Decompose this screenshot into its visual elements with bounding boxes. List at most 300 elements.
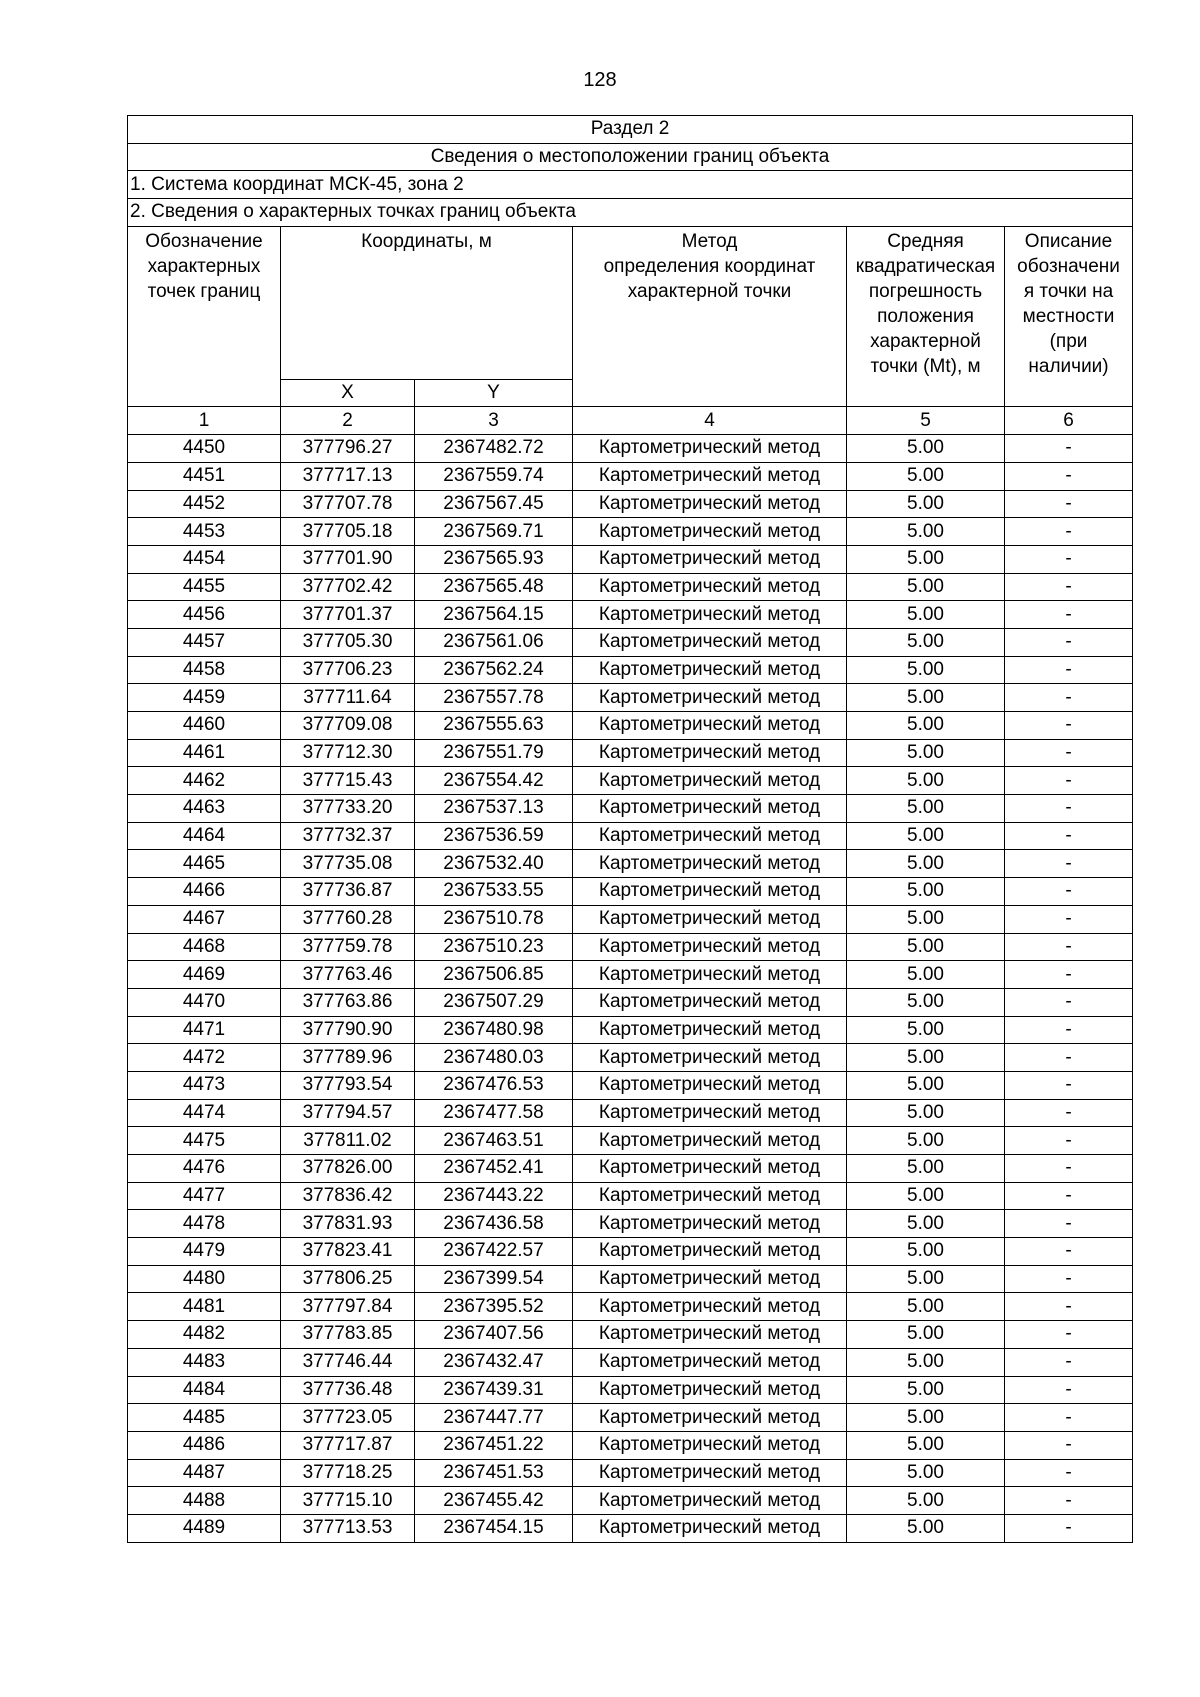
method-cell: Картометрический метод (573, 1514, 847, 1542)
error-cell: 5.00 (847, 1071, 1005, 1099)
description-cell: - (1005, 988, 1133, 1016)
table-row (128, 1210, 1133, 1238)
point-id-cell: 4468 (128, 933, 281, 961)
error-cell: 5.00 (847, 490, 1005, 518)
y-coordinate-cell: 2367537.13 (415, 795, 573, 823)
description-cell: - (1005, 850, 1133, 878)
description-cell: - (1005, 1293, 1133, 1321)
method-cell: Картометрический метод (573, 712, 847, 740)
y-coordinate-cell: 2367561.06 (415, 628, 573, 656)
y-coordinate-cell: 2367564.15 (415, 601, 573, 629)
error-cell: 5.00 (847, 961, 1005, 989)
x-coordinate-cell: 377760.28 (281, 905, 415, 933)
x-coordinate-cell: 377717.87 (281, 1431, 415, 1459)
y-coordinate-cell: 2367559.74 (415, 462, 573, 490)
table-row (128, 1238, 1133, 1266)
point-id-cell: 4486 (128, 1431, 281, 1459)
y-coordinate-cell: 2367451.53 (415, 1459, 573, 1487)
boundary-points-table (127, 115, 1133, 1543)
y-coordinate-cell: 2367536.59 (415, 822, 573, 850)
description-cell: - (1005, 961, 1133, 989)
y-coordinate-cell: 2367452.41 (415, 1155, 573, 1183)
x-coordinate-cell: 377789.96 (281, 1044, 415, 1072)
point-id-cell: 4478 (128, 1210, 281, 1238)
error-cell: 5.00 (847, 1487, 1005, 1515)
x-coordinate-cell: 377713.53 (281, 1514, 415, 1542)
y-coordinate-cell: 2367399.54 (415, 1265, 573, 1293)
error-cell: 5.00 (847, 767, 1005, 795)
method-cell: Картометрический метод (573, 1265, 847, 1293)
error-cell: 5.00 (847, 850, 1005, 878)
table-row (128, 1514, 1133, 1542)
table-row (128, 545, 1133, 573)
y-coordinate-cell: 2367551.79 (415, 739, 573, 767)
table-row (128, 518, 1133, 546)
table-row (128, 1016, 1133, 1044)
description-cell: - (1005, 1182, 1133, 1210)
method-cell: Картометрический метод (573, 1182, 847, 1210)
point-id-cell: 4472 (128, 1044, 281, 1072)
error-cell: 5.00 (847, 601, 1005, 629)
method-cell: Картометрический метод (573, 795, 847, 823)
method-cell: Картометрический метод (573, 1099, 847, 1127)
y-coordinate-cell: 2367506.85 (415, 961, 573, 989)
description-cell: - (1005, 573, 1133, 601)
description-cell: - (1005, 1321, 1133, 1349)
y-coordinate-cell: 2367480.98 (415, 1016, 573, 1044)
description-cell: - (1005, 1044, 1133, 1072)
x-coordinate-cell: 377715.10 (281, 1487, 415, 1515)
method-cell: Картометрический метод (573, 1238, 847, 1266)
coord-system-line: 1. Система координат МСК-45, зона 2 (128, 171, 1133, 199)
page-number: 128 (583, 69, 617, 91)
x-coordinate-cell: 377717.13 (281, 462, 415, 490)
error-cell: 5.00 (847, 1293, 1005, 1321)
method-cell: Картометрический метод (573, 822, 847, 850)
description-cell: - (1005, 822, 1133, 850)
error-cell: 5.00 (847, 1099, 1005, 1127)
y-coordinate-cell: 2367447.77 (415, 1404, 573, 1432)
table-row (128, 767, 1133, 795)
method-cell: Картометрический метод (573, 628, 847, 656)
point-id-cell: 4462 (128, 767, 281, 795)
error-cell: 5.00 (847, 1376, 1005, 1404)
table-row (128, 1044, 1133, 1072)
method-cell: Картометрический метод (573, 1404, 847, 1432)
point-id-cell: 4479 (128, 1238, 281, 1266)
method-cell: Картометрический метод (573, 739, 847, 767)
point-id-cell: 4482 (128, 1321, 281, 1349)
y-coordinate-cell: 2367565.93 (415, 545, 573, 573)
table-row (128, 850, 1133, 878)
table-row (128, 462, 1133, 490)
x-coordinate-cell: 377806.25 (281, 1265, 415, 1293)
x-coordinate-cell: 377701.37 (281, 601, 415, 629)
description-cell: - (1005, 1210, 1133, 1238)
error-cell: 5.00 (847, 1044, 1005, 1072)
description-cell: - (1005, 1016, 1133, 1044)
table-row (128, 1487, 1133, 1515)
table-row (128, 1155, 1133, 1183)
description-cell: - (1005, 1127, 1133, 1155)
error-cell: 5.00 (847, 518, 1005, 546)
header-error: Средняя квадратическая погрешность положения характерной точки (Mt), м (847, 226, 1005, 407)
point-id-cell: 4487 (128, 1459, 281, 1487)
error-cell: 5.00 (847, 1238, 1005, 1266)
error-cell: 5.00 (847, 573, 1005, 601)
error-cell: 5.00 (847, 1182, 1005, 1210)
description-cell: - (1005, 767, 1133, 795)
y-coordinate-cell: 2367477.58 (415, 1099, 573, 1127)
x-coordinate-cell: 377790.90 (281, 1016, 415, 1044)
table-row (128, 905, 1133, 933)
point-id-cell: 4471 (128, 1016, 281, 1044)
method-cell: Картометрический метод (573, 545, 847, 573)
method-cell: Картометрический метод (573, 684, 847, 712)
error-cell: 5.00 (847, 822, 1005, 850)
description-cell: - (1005, 1487, 1133, 1515)
error-cell: 5.00 (847, 878, 1005, 906)
method-cell: Картометрический метод (573, 490, 847, 518)
table-row (128, 933, 1133, 961)
table-row (128, 712, 1133, 740)
table-row (128, 1099, 1133, 1127)
x-coordinate-cell: 377836.42 (281, 1182, 415, 1210)
x-coordinate-cell: 377823.41 (281, 1238, 415, 1266)
table-subtitle: Сведения о местоположении границ объекта (128, 143, 1133, 171)
table-row (128, 1459, 1133, 1487)
table-row (128, 878, 1133, 906)
error-cell: 5.00 (847, 1459, 1005, 1487)
point-id-cell: 4476 (128, 1155, 281, 1183)
point-id-cell: 4461 (128, 739, 281, 767)
method-cell: Картометрический метод (573, 1293, 847, 1321)
error-cell: 5.00 (847, 933, 1005, 961)
table-row (128, 490, 1133, 518)
column-number: 2 (281, 407, 415, 435)
y-coordinate-cell: 2367554.42 (415, 767, 573, 795)
x-coordinate-cell: 377701.90 (281, 545, 415, 573)
y-coordinate-cell: 2367455.42 (415, 1487, 573, 1515)
error-cell: 5.00 (847, 545, 1005, 573)
table-row (128, 684, 1133, 712)
x-coordinate-cell: 377705.30 (281, 628, 415, 656)
x-coordinate-cell: 377736.87 (281, 878, 415, 906)
description-cell: - (1005, 435, 1133, 463)
y-coordinate-cell: 2367422.57 (415, 1238, 573, 1266)
point-id-cell: 4459 (128, 684, 281, 712)
point-id-cell: 4453 (128, 518, 281, 546)
x-coordinate-cell: 377705.18 (281, 518, 415, 546)
x-coordinate-cell: 377796.27 (281, 435, 415, 463)
table-row (128, 1071, 1133, 1099)
description-cell: - (1005, 1404, 1133, 1432)
y-coordinate-cell: 2367565.48 (415, 573, 573, 601)
x-coordinate-cell: 377706.23 (281, 656, 415, 684)
table-row (128, 628, 1133, 656)
method-cell: Картометрический метод (573, 1376, 847, 1404)
table-row (128, 1376, 1133, 1404)
x-coordinate-cell: 377763.46 (281, 961, 415, 989)
error-cell: 5.00 (847, 1210, 1005, 1238)
y-coordinate-cell: 2367557.78 (415, 684, 573, 712)
x-coordinate-cell: 377733.20 (281, 795, 415, 823)
column-number: 3 (415, 407, 573, 435)
table-row (128, 961, 1133, 989)
y-coordinate-cell: 2367454.15 (415, 1514, 573, 1542)
error-cell: 5.00 (847, 795, 1005, 823)
x-coordinate-cell: 377746.44 (281, 1348, 415, 1376)
point-id-cell: 4457 (128, 628, 281, 656)
table-row (128, 739, 1133, 767)
point-id-cell: 4473 (128, 1071, 281, 1099)
table-row (128, 435, 1133, 463)
error-cell: 5.00 (847, 1431, 1005, 1459)
y-coordinate-cell: 2367510.23 (415, 933, 573, 961)
method-cell: Картометрический метод (573, 656, 847, 684)
method-cell: Картометрический метод (573, 988, 847, 1016)
y-coordinate-cell: 2367476.53 (415, 1071, 573, 1099)
point-id-cell: 4484 (128, 1376, 281, 1404)
column-numbers-row (128, 407, 1133, 435)
y-coordinate-cell: 2367482.72 (415, 435, 573, 463)
error-cell: 5.00 (847, 1321, 1005, 1349)
y-coordinate-cell: 2367436.58 (415, 1210, 573, 1238)
point-id-cell: 4466 (128, 878, 281, 906)
y-coordinate-cell: 2367569.71 (415, 518, 573, 546)
method-cell: Картометрический метод (573, 1348, 847, 1376)
x-coordinate-cell: 377794.57 (281, 1099, 415, 1127)
table-row (128, 822, 1133, 850)
table-row (128, 1127, 1133, 1155)
point-id-cell: 4467 (128, 905, 281, 933)
method-cell: Картометрический метод (573, 601, 847, 629)
point-id-cell: 4469 (128, 961, 281, 989)
method-cell: Картометрический метод (573, 518, 847, 546)
table-row (128, 988, 1133, 1016)
table-row (128, 573, 1133, 601)
description-cell: - (1005, 1459, 1133, 1487)
table-row (128, 1431, 1133, 1459)
method-cell: Картометрический метод (573, 1071, 847, 1099)
point-id-cell: 4470 (128, 988, 281, 1016)
error-cell: 5.00 (847, 1514, 1005, 1542)
description-cell: - (1005, 905, 1133, 933)
error-cell: 5.00 (847, 905, 1005, 933)
table-row (128, 795, 1133, 823)
point-id-cell: 4456 (128, 601, 281, 629)
table-row (128, 1293, 1133, 1321)
method-cell: Картометрический метод (573, 1459, 847, 1487)
y-coordinate-cell: 2367562.24 (415, 656, 573, 684)
method-cell: Картометрический метод (573, 1155, 847, 1183)
point-id-cell: 4481 (128, 1293, 281, 1321)
method-cell: Картометрический метод (573, 905, 847, 933)
point-id-cell: 4464 (128, 822, 281, 850)
header-coordinates: Координаты, м (281, 226, 573, 379)
description-cell: - (1005, 933, 1133, 961)
section-title: Раздел 2 (128, 116, 1133, 144)
point-id-cell: 4489 (128, 1514, 281, 1542)
column-number: 5 (847, 407, 1005, 435)
method-cell: Картометрический метод (573, 1431, 847, 1459)
error-cell: 5.00 (847, 988, 1005, 1016)
description-cell: - (1005, 1238, 1133, 1266)
x-coordinate-cell: 377718.25 (281, 1459, 415, 1487)
point-id-cell: 4450 (128, 435, 281, 463)
method-cell: Картометрический метод (573, 462, 847, 490)
method-cell: Картометрический метод (573, 1127, 847, 1155)
y-coordinate-cell: 2367395.52 (415, 1293, 573, 1321)
y-coordinate-cell: 2367407.56 (415, 1321, 573, 1349)
error-cell: 5.00 (847, 1016, 1005, 1044)
description-cell: - (1005, 1099, 1133, 1127)
description-cell: - (1005, 878, 1133, 906)
x-coordinate-cell: 377736.48 (281, 1376, 415, 1404)
point-id-cell: 4474 (128, 1099, 281, 1127)
x-coordinate-cell: 377759.78 (281, 933, 415, 961)
point-id-cell: 4465 (128, 850, 281, 878)
point-id-cell: 4452 (128, 490, 281, 518)
method-cell: Картометрический метод (573, 1016, 847, 1044)
description-cell: - (1005, 1071, 1133, 1099)
method-cell: Картометрический метод (573, 961, 847, 989)
x-coordinate-cell: 377715.43 (281, 767, 415, 795)
description-cell: - (1005, 545, 1133, 573)
method-cell: Картометрический метод (573, 767, 847, 795)
x-coordinate-cell: 377763.86 (281, 988, 415, 1016)
point-id-cell: 4463 (128, 795, 281, 823)
y-coordinate-cell: 2367443.22 (415, 1182, 573, 1210)
error-cell: 5.00 (847, 1127, 1005, 1155)
column-number: 4 (573, 407, 847, 435)
error-cell: 5.00 (847, 684, 1005, 712)
table-row (128, 1182, 1133, 1210)
description-cell: - (1005, 1348, 1133, 1376)
method-cell: Картометрический метод (573, 1210, 847, 1238)
x-coordinate-cell: 377732.37 (281, 822, 415, 850)
error-cell: 5.00 (847, 1265, 1005, 1293)
error-cell: 5.00 (847, 628, 1005, 656)
description-cell: - (1005, 1514, 1133, 1542)
description-cell: - (1005, 518, 1133, 546)
method-cell: Картометрический метод (573, 1044, 847, 1072)
x-coordinate-cell: 377831.93 (281, 1210, 415, 1238)
method-cell: Картометрический метод (573, 1321, 847, 1349)
description-cell: - (1005, 1376, 1133, 1404)
table-row (128, 1321, 1133, 1349)
x-coordinate-cell: 377723.05 (281, 1404, 415, 1432)
description-cell: - (1005, 1265, 1133, 1293)
column-number: 6 (1005, 407, 1133, 435)
method-cell: Картометрический метод (573, 933, 847, 961)
table-row (128, 1348, 1133, 1376)
method-cell: Картометрический метод (573, 1487, 847, 1515)
x-coordinate-cell: 377735.08 (281, 850, 415, 878)
table-row (128, 601, 1133, 629)
x-coordinate-cell: 377811.02 (281, 1127, 415, 1155)
header-method: Метод определения координат характерной точки (573, 226, 847, 407)
error-cell: 5.00 (847, 1404, 1005, 1432)
method-cell: Картометрический метод (573, 850, 847, 878)
header-designation: Обозначение характерных точек границ (128, 226, 281, 407)
y-coordinate-cell: 2367507.29 (415, 988, 573, 1016)
x-coordinate-cell: 377783.85 (281, 1321, 415, 1349)
error-cell: 5.00 (847, 435, 1005, 463)
point-id-cell: 4477 (128, 1182, 281, 1210)
description-cell: - (1005, 739, 1133, 767)
point-id-cell: 4460 (128, 712, 281, 740)
description-cell: - (1005, 490, 1133, 518)
x-coordinate-cell: 377712.30 (281, 739, 415, 767)
method-cell: Картометрический метод (573, 435, 847, 463)
header-x: X (281, 379, 415, 407)
y-coordinate-cell: 2367463.51 (415, 1127, 573, 1155)
description-cell: - (1005, 712, 1133, 740)
error-cell: 5.00 (847, 712, 1005, 740)
point-id-cell: 4475 (128, 1127, 281, 1155)
description-cell: - (1005, 684, 1133, 712)
x-coordinate-cell: 377707.78 (281, 490, 415, 518)
method-cell: Картометрический метод (573, 878, 847, 906)
error-cell: 5.00 (847, 462, 1005, 490)
y-coordinate-cell: 2367439.31 (415, 1376, 573, 1404)
x-coordinate-cell: 377709.08 (281, 712, 415, 740)
point-id-cell: 4480 (128, 1265, 281, 1293)
point-id-cell: 4488 (128, 1487, 281, 1515)
description-cell: - (1005, 628, 1133, 656)
table-body (128, 116, 1133, 1543)
point-id-cell: 4483 (128, 1348, 281, 1376)
x-coordinate-cell: 377826.00 (281, 1155, 415, 1183)
error-cell: 5.00 (847, 739, 1005, 767)
y-coordinate-cell: 2367480.03 (415, 1044, 573, 1072)
header-description: Описание обозначени я точки на местности (при наличии) (1005, 226, 1133, 407)
y-coordinate-cell: 2367533.55 (415, 878, 573, 906)
column-number: 1 (128, 407, 281, 435)
x-coordinate-cell: 377702.42 (281, 573, 415, 601)
y-coordinate-cell: 2367451.22 (415, 1431, 573, 1459)
x-coordinate-cell: 377711.64 (281, 684, 415, 712)
error-cell: 5.00 (847, 1155, 1005, 1183)
point-id-cell: 4454 (128, 545, 281, 573)
error-cell: 5.00 (847, 656, 1005, 684)
description-cell: - (1005, 656, 1133, 684)
y-coordinate-cell: 2367555.63 (415, 712, 573, 740)
error-cell: 5.00 (847, 1348, 1005, 1376)
description-cell: - (1005, 1431, 1133, 1459)
table-row (128, 1265, 1133, 1293)
y-coordinate-cell: 2367567.45 (415, 490, 573, 518)
description-cell: - (1005, 462, 1133, 490)
point-id-cell: 4451 (128, 462, 281, 490)
points-header-line: 2. Сведения о характерных точках границ объекта (128, 199, 1133, 227)
y-coordinate-cell: 2367432.47 (415, 1348, 573, 1376)
x-coordinate-cell: 377793.54 (281, 1071, 415, 1099)
description-cell: - (1005, 601, 1133, 629)
point-id-cell: 4485 (128, 1404, 281, 1432)
header-y: Y (415, 379, 573, 407)
description-cell: - (1005, 795, 1133, 823)
description-cell: - (1005, 1155, 1133, 1183)
x-coordinate-cell: 377797.84 (281, 1293, 415, 1321)
method-cell: Картометрический метод (573, 573, 847, 601)
point-id-cell: 4458 (128, 656, 281, 684)
point-id-cell: 4455 (128, 573, 281, 601)
table-row (128, 1404, 1133, 1432)
table-row (128, 656, 1133, 684)
y-coordinate-cell: 2367532.40 (415, 850, 573, 878)
